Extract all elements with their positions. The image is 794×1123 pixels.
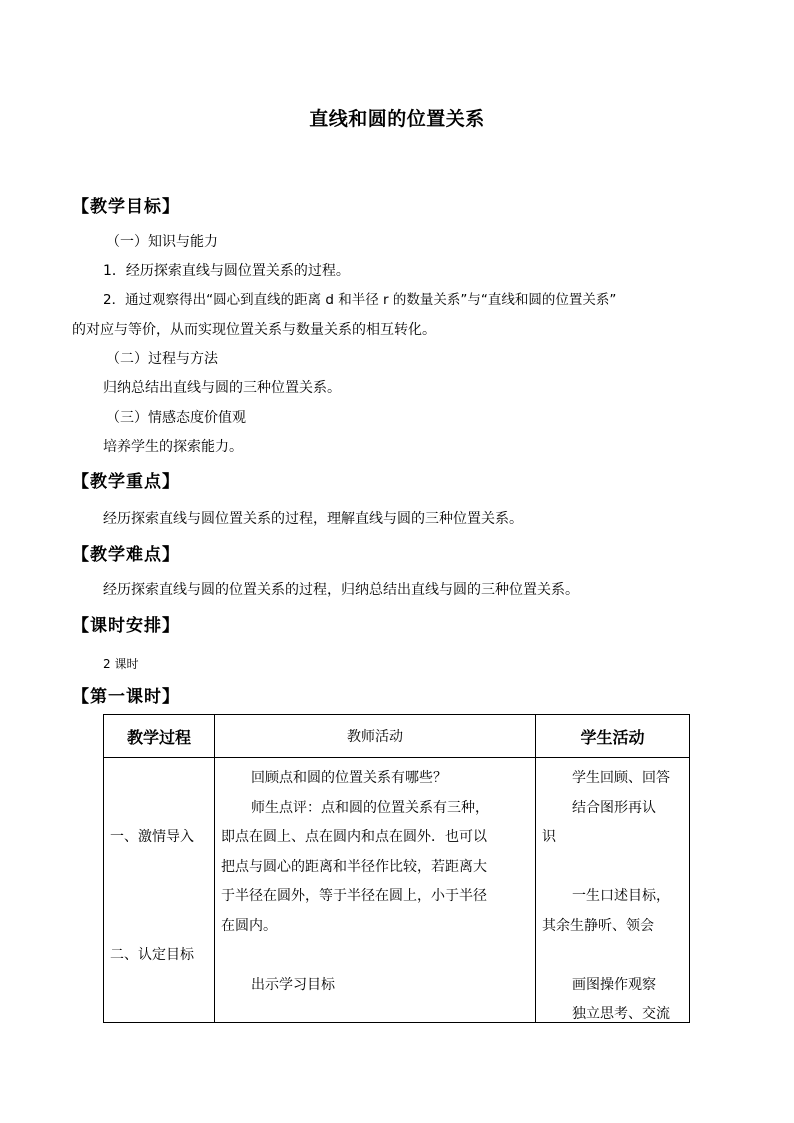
teacher-line-5: 于半径在圆外，等于半径在圆上，小于半径	[221, 888, 487, 904]
lesson-table	[103, 714, 690, 1023]
document-title: 直线和圆的位置关系	[309, 108, 485, 130]
teacher-line-7: 出示学习目标	[251, 977, 335, 993]
difficulty-heading: 【教学难点】	[72, 545, 180, 565]
table-row	[104, 758, 690, 1023]
first-lesson-heading: 【第一课时】	[72, 687, 180, 707]
student-line-1: 学生回顾、回答	[572, 770, 670, 786]
student-line-2: 结合图形再认	[572, 800, 656, 816]
teacher-line-1: 回顾点和圆的位置关系有哪些？	[251, 770, 447, 786]
student-line-6: 画图操作观察	[572, 977, 656, 993]
teacher-cell	[215, 758, 536, 1023]
header-process: 教学过程	[104, 715, 215, 758]
goals-sub3: （三）情感态度价值观	[106, 410, 246, 426]
key-heading: 【教学重点】	[72, 472, 180, 492]
difficulty-text: 经历探索直线与圆的位置关系的过程，归纳总结出直线与圆的三种位置关系。	[103, 582, 579, 598]
goals-item2-line2: 的对应与等价，从而实现位置关系与数量关系的相互转化。	[72, 322, 436, 338]
student-line-7: 独立思考、交流	[572, 1006, 670, 1022]
goals-heading: 【教学目标】	[72, 197, 180, 217]
process-step1: 一、激情导入	[110, 829, 194, 845]
schedule-text: 2 课时	[103, 657, 139, 671]
student-line-4: 一生口述目标，	[572, 888, 670, 904]
goals-sub2-text: 归纳总结出直线与圆的三种位置关系。	[103, 380, 341, 396]
goals-item1: 1．经历探索直线与圆位置关系的过程。	[103, 263, 350, 279]
teacher-line-6: 在圆内。	[221, 918, 277, 934]
table-header-row	[104, 715, 690, 758]
student-line-3: 识	[542, 829, 556, 845]
teacher-line-4: 把点与圆心的距离和半径作比较，若距离大	[221, 859, 487, 875]
student-line-5: 其余生静听、领会	[542, 918, 654, 934]
student-cell	[536, 758, 690, 1023]
goals-sub3-text: 培养学生的探索能力。	[103, 439, 243, 455]
teacher-line-2: 师生点评：点和圆的位置关系有三种，	[251, 800, 489, 816]
schedule-heading: 【课时安排】	[72, 616, 180, 636]
header-teacher: 教师活动	[215, 715, 536, 758]
process-cell	[104, 758, 215, 1023]
goals-sub1: （一）知识与能力	[106, 234, 218, 250]
goals-item2-line1: 2．通过观察得出“圆心到直线的距离 d 和半径 r 的数量关系”与“直线和圆的位置关系”	[103, 292, 617, 308]
header-student: 学生活动	[536, 715, 690, 758]
teacher-line-3: 即点在圆上、点在圆内和点在圆外．也可以	[221, 829, 487, 845]
process-step2: 二、认定目标	[110, 947, 194, 963]
goals-sub2: （二）过程与方法	[106, 351, 218, 367]
key-text: 经历探索直线与圆位置关系的过程，理解直线与圆的三种位置关系。	[103, 511, 523, 527]
